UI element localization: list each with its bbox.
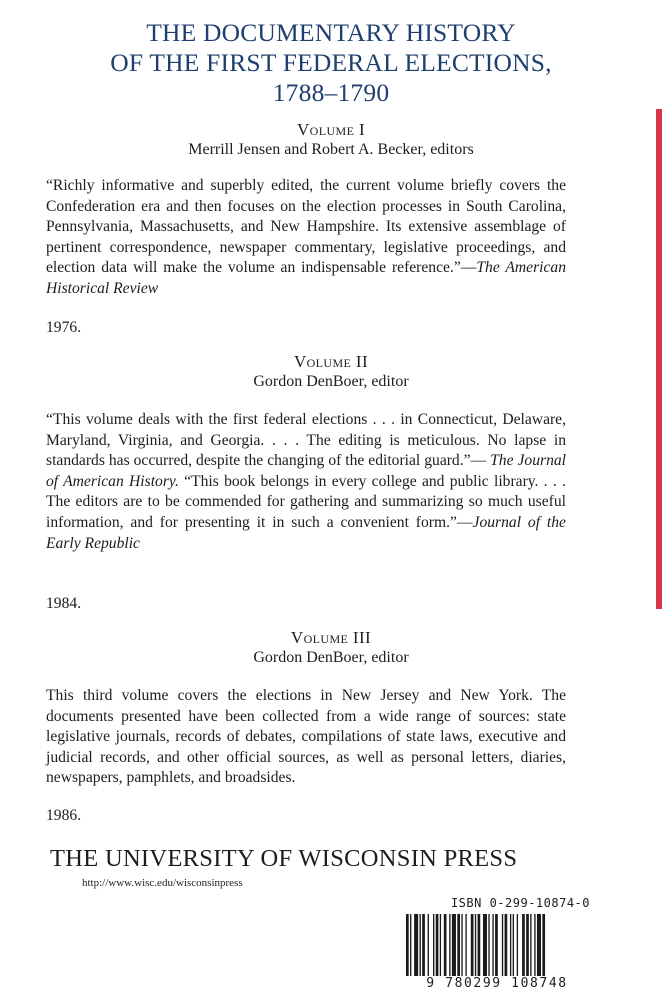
barcode-bar	[513, 914, 514, 976]
barcode-bar	[406, 914, 409, 976]
barcode-bar	[440, 914, 441, 976]
barcode-bar	[465, 914, 466, 976]
barcode-bar	[410, 914, 411, 976]
volume-3-heading	[40, 628, 622, 668]
barcode-bar	[457, 914, 460, 976]
barcode-bar	[505, 914, 508, 976]
barcode-bar	[526, 914, 529, 976]
volume-1-review-text: “Richly informative and superbly edited, the current volume briefly covers the Confederation era and then focuses on the election processes in South Carolina, Pennsylvania, Massachusetts, and New Hampshire. Its extensive assemblage of pertinent correspondence, newspaper commentary, legislative proceedings, and election data will make the volume an indispensable reference.”—	[46, 177, 566, 277]
publisher-name: THE UNIVERSITY OF WISCONSIN PRESS	[50, 845, 518, 872]
barcode-bar	[495, 914, 498, 976]
barcode-bar	[537, 914, 541, 976]
barcode-bar	[502, 914, 503, 976]
volume-1-review-source: The American Historical Review	[46, 259, 566, 297]
red-spine-bar	[656, 109, 662, 609]
volume-3-description-text: This third volume covers the elections in New Jersey and New York. The documents presented have been collected from a wide range of sources: state legislative journals, records of debates, compilations of state laws, executive and judicial records, and other official sources, as well as personal letters, diaries, newspapers, pamphlets, and broadsides.	[46, 687, 566, 787]
barcode-bar	[510, 914, 511, 976]
barcode-bar	[444, 914, 447, 976]
barcode-bar	[420, 914, 421, 976]
volume-3-description	[46, 686, 566, 789]
volume-2-editors: Gordon DenBoer, editor	[253, 373, 409, 390]
barcode-block	[404, 896, 590, 991]
volume-1-editors: Merrill Jensen and Robert A. Becker, editors	[188, 141, 474, 158]
publisher-url: http://www.wisc.edu/wisconsinpress	[82, 877, 243, 889]
volume-2-label: Volume II	[293, 352, 369, 371]
volume-2-review-source-2: Journal of the Early Republic	[46, 513, 566, 552]
title-line-1: THE DOCUMENTARY HISTORY	[146, 18, 516, 47]
barcode-bar	[542, 914, 545, 976]
barcode-bar	[422, 914, 425, 976]
volume-2-heading	[40, 352, 622, 392]
volume-1-review	[46, 176, 566, 300]
barcode-bar	[475, 914, 476, 976]
barcode-icon	[404, 914, 590, 976]
title-line-3: 1788–1790	[272, 78, 390, 107]
volume-1-heading	[40, 120, 622, 160]
barcode-bar	[471, 914, 474, 976]
barcode-bar	[461, 914, 462, 976]
volume-3-year: 1986.	[46, 807, 82, 824]
volume-2-year: 1984.	[46, 595, 82, 612]
title-line-2: OF THE FIRST FEDERAL ELECTIONS,	[110, 48, 552, 77]
barcode-bar	[428, 914, 429, 976]
barcode-bar	[452, 914, 456, 976]
isbn-label: ISBN 0-299-10874-0	[450, 896, 590, 910]
barcode-bar	[522, 914, 525, 976]
barcode-bar	[488, 914, 489, 976]
barcode-bar	[478, 914, 481, 976]
volume-2-review	[46, 410, 566, 554]
barcode-bar	[483, 914, 487, 976]
volume-1-label: Volume I	[296, 120, 366, 139]
volume-1-year: 1976.	[46, 319, 82, 336]
barcode-bar	[492, 914, 493, 976]
volume-3-label: Volume III	[290, 628, 372, 647]
barcode-bar	[449, 914, 450, 976]
barcode-bar	[436, 914, 439, 976]
volume-3-editors: Gordon DenBoer, editor	[253, 649, 409, 666]
volume-2-review-text-2: “This book belongs in every college and public library. . . . The editors are to be commended for gathering and summarizing so much useful information, and for presenting it in such a convenient form.”—	[46, 472, 566, 531]
barcode-bar	[530, 914, 531, 976]
book-title	[40, 18, 622, 108]
barcode-bar	[414, 914, 418, 976]
barcode-bar	[534, 914, 535, 976]
barcode-bar	[433, 914, 434, 976]
volume-2-review-source-1: The Journal of American History.	[46, 452, 566, 490]
volume-2-review-text-1: “This volume deals with the first federal elections . . . in Connecticut, Delaware, Maryland, Virginia, and Georgia. . . . The editing is meticulous. No lapse in standards has occurred, despite the changing of the editorial guard.”—	[46, 411, 566, 470]
barcode-bar	[517, 914, 518, 976]
barcode-number: 9 780299 108748	[426, 976, 568, 991]
